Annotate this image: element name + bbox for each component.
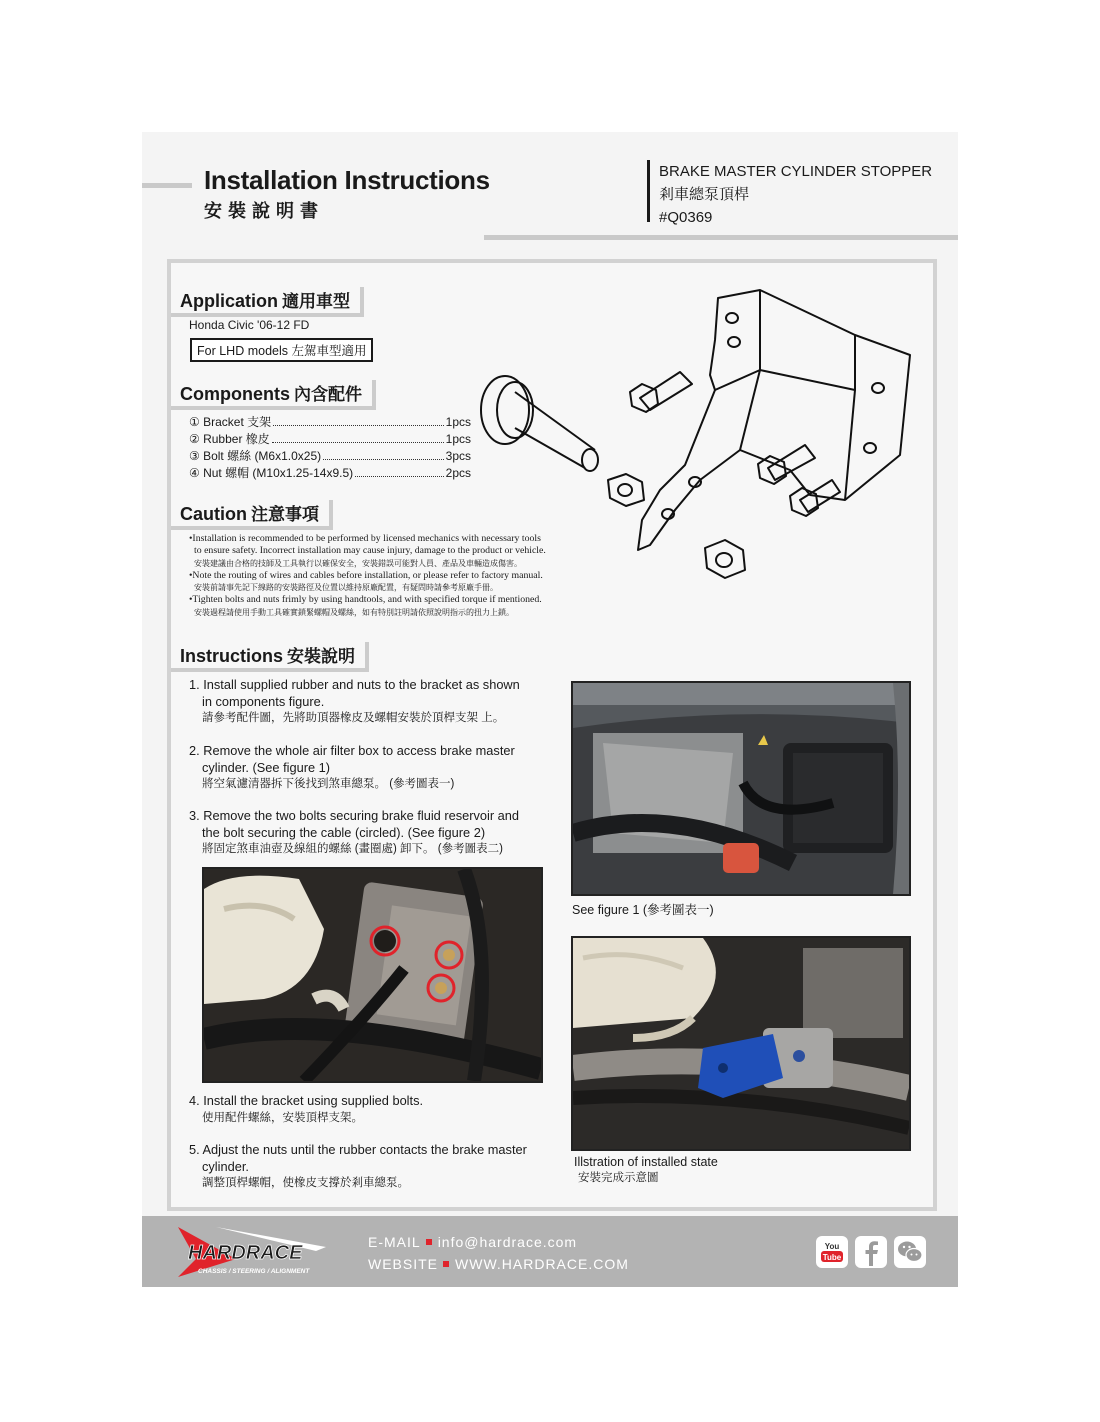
components-heading: Components 內含配件 [171,380,376,410]
footer-contact [368,1231,629,1275]
instruction-step: 5. Adjust the nuts until the rubber contacts the brake master cylinder. 調整頂桿螺帽，使橡皮支撐於剎車總泵。 [189,1142,527,1189]
svg-text:Tube: Tube [822,1253,842,1262]
figure1-caption: See figure 1 (參考圖表一) [572,903,714,917]
caution-line-zh: 安裝建議由合格的技師及工具執行以確保安全，安裝錯誤可能對人員、產品及車輛造成傷害。 [194,558,522,568]
caution-line: •Installation is recommended to be performed by licensed mechanics with necessary tools [189,533,541,544]
installed-caption [574,1155,718,1185]
facebook-icon[interactable] [855,1236,887,1268]
component-list [189,414,471,482]
figure1-photo [571,681,911,896]
bolt-part [630,372,840,516]
brand-logo [176,1225,336,1277]
instruction-step: 3. Remove the two bolts securing brake fluid reservoir and the bolt securing the cable (circled). (See figure 2) 將固定煞車油壺及線組的螺絲 (畫圈處) 卸下。 (參考圖表二) [189,808,520,855]
header-divider [647,160,650,222]
instruction-step: 4. Install the bracket using supplied bolts. 使用配件螺絲，安裝頂桿支架。 [189,1093,424,1124]
bracket-outline [638,290,910,550]
vehicle-model: Honda Civic '06-12 FD [189,318,310,332]
caution-line: to ensure safety. Incorrect installation may cause injury, damage to the product or vehicle. [194,545,546,557]
installed-caption-zh: 安裝完成示意圖 [578,1172,659,1184]
product-name: BRAKE MASTER CYLINDER STOPPER [659,163,933,180]
instruction-step: 2. Remove the whole air filter box to access brake master cylinder. (See figure 1) 將空氣濾清器拆下後找到煞車總泵。 (參考圖表一) [189,743,515,790]
instruction-step: 1. Install supplied rubber and nuts to the bracket as shown in components figure. 請參考配件圖，先將助頂器橡皮及螺帽安裝於頂桿支架 上。 [189,677,520,724]
website-label: WEBSITE [368,1256,439,1272]
header-rule-left [142,183,192,188]
list-item: ② Rubber 橡皮 1pcs [189,432,471,446]
caution-line: •Note the routing of wires and cables before installation, or please refer to factory manual. [189,569,543,581]
list-item: ① Bracket 支架 1pcs [189,415,471,429]
wechat-icon[interactable] [894,1236,926,1268]
caution-line: •Tighten bolts and nuts frimly by using handtools, and with specified torque if mentioned. [189,594,542,606]
caution-text [189,533,601,619]
application-heading: Application 適用車型 [171,287,364,317]
page-title-zh: 安裝說明書 [204,201,324,222]
nut-part [608,474,745,578]
product-name-zh: 剎車總泵頂桿 [659,186,750,203]
installed-caption-en: Illstration of installed state [574,1155,718,1169]
website-link[interactable]: WWW.HARDRACE.COM [455,1256,629,1272]
figure2-photo [202,867,543,1083]
caution-line-zh: 安裝過程請使用手動工具確實鎖緊螺帽及螺絲，如有特別註明請依照說明指示的扭力上鎖。 [194,607,514,617]
svg-text:You: You [824,1242,840,1251]
youtube-icon[interactable] [816,1236,848,1268]
brand-tagline: CHASSIS / STEERING / ALIGNMENT [198,1268,310,1275]
rubber-part [481,376,598,471]
installed-photo [571,936,911,1151]
part-number: #Q0369 [659,209,713,226]
brand-name: HARDRACE [188,1242,303,1264]
caution-line-zh: 安裝前請事先記下線路的安裝路徑及位置以維持原廠配置，有疑問時請參考原廠手冊。 [194,583,498,593]
list-item: ④ Nut 螺帽 (M10x1.25-14x9.5) 2pcs [189,466,471,480]
email-label: E-MAIL [368,1234,421,1250]
page-title: Installation Instructions [204,165,490,195]
product-info [659,160,932,229]
list-item: ③ Bolt 螺絲 (M6x1.0x25) 3pcs [189,449,471,463]
lhd-note: For LHD models 左駕車型適用 [190,338,373,362]
caution-heading: Caution 注意事項 [171,500,333,530]
instructions-heading: Instructions 安裝說明 [171,642,369,672]
header-rule-right [484,235,958,240]
email-link[interactable]: info@hardrace.com [437,1234,578,1250]
